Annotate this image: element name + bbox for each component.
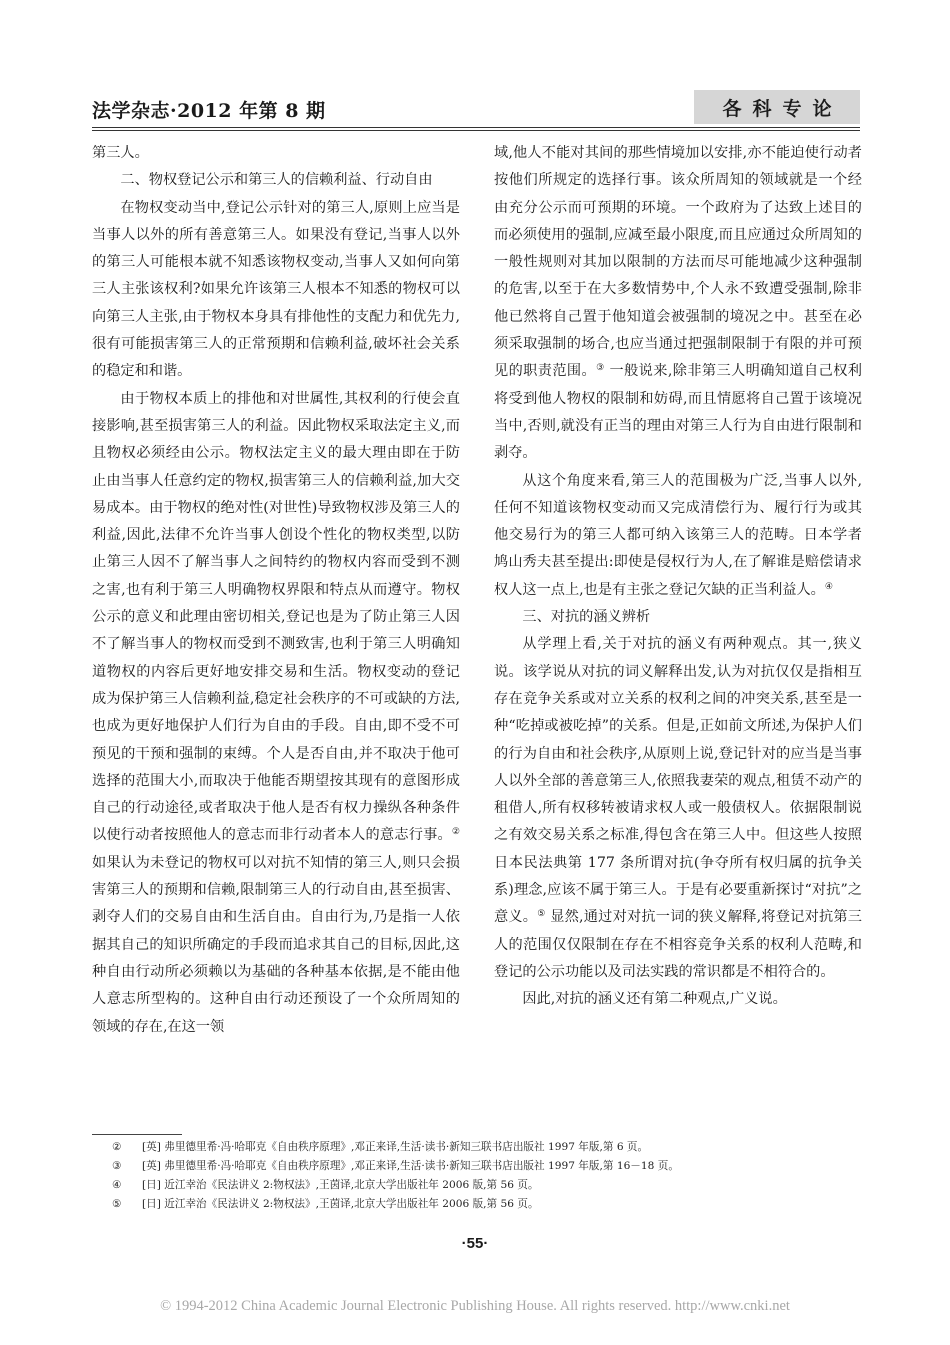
footnote-item: [112, 1176, 852, 1195]
footnote-item: [112, 1157, 852, 1176]
paragraph: [92, 386, 460, 1041]
header-rule-bottom: [92, 130, 860, 131]
copyright-notice: © 1994-2012 China Academic Journal Electronic Publishing House. All rights reserved. http://www.cnki.net: [160, 1298, 790, 1314]
footnotes: [112, 1138, 852, 1214]
footnote-ref-5[interactable]: ⑤: [537, 909, 546, 920]
footnote-ref-3[interactable]: ③: [596, 363, 605, 374]
paragraph-text: 由于物权本质上的排他和对世属性,其权利的行使会直接影响,甚至损害第三人的利益。因此物权采取法定主义,而且物权必须经由公示。物权法定主义的最大理由即在于防止由当事人任意约定的物权,损害第三人的信赖利益,加大交易成本。由于物权的绝对性(对世性)导致物权涉及第三人的利益,因此,法律不允许当事人创设个性化的物权类型,以防止第三人因不了解当事人之间特约的物权内容而受到不测之害,也有利于第三人明确物权界限和特点从而遵守。物权公示的意义和此理由密切相关,登记也是为了防止第三人因不了解当事人的物权而受到不测致害,也利于第三人明确知道物权的内容后更好地安排交易和生活。物权变动的登记成为保护第三人信赖利益,稳定社会秩序的不可或缺的方法,也成为更好地保护人们行为自由的手段。自由,即不受不可预见的干预和强制的束缚。个人是否自由,并不取决于他可选择的范围大小,而取决于他能否期望按其现有的意图形成自己的行动途径,或者取决于他人是否有权力操纵各种条件以使行动者按照他人的意志而非行动者本人的意志行事。: [92, 390, 460, 844]
footnote-number: ⑤: [112, 1198, 122, 1210]
paragraph-text: 从这个角度来看,第三人的范围极为广泛,当事人以外,任何不知道该物权变动而又完成清偿行为、履行行为或其他交易行为的第三人都可纳入该第三人的范畴。日本学者鸠山秀夫甚至提出:即使是侵权行为人,在了解谁是赔偿请求权人这一点上,也是有主张之登记欠缺的正当利益人。: [494, 472, 862, 598]
journal-title: 法学杂志·2012 年第 8 期: [92, 100, 326, 122]
header-rule-top: [92, 127, 860, 128]
paragraph-text: 一般说来,除非第三人明确知道自己权利将受到他人物权的限制和妨碍,而且情愿将自己置于该境况当中,否则,就没有正当的理由对第三人行为自由进行限制和剥夺。: [494, 363, 862, 462]
paragraph-text: 域,他人不能对其间的那些情境加以安排,亦不能迫使行动者按他们所规定的选择行事。该众所周知的领域就是一个经由充分公示而可预期的环境。一个政府为了达致上述目的而必须使用的强制,应减至最小限度,而且应通过众所周知的一般性规则对其加以限制的方法而尽可能地减少这种强制的危害,以至于在大多数情势中,个人永不致遭受强制,除非他已然将自己置于他知道会被强制的境况之中。甚至在必须采取强制的场合,也应当通过把强制限制于有限的并可预见的职责范围。: [494, 145, 862, 380]
footnote-item: [112, 1195, 852, 1214]
footnote-number: ④: [112, 1179, 122, 1191]
footnote-text: [英] 弗里德里希·冯·哈耶克《自由秩序原理》,邓正来译,生活·读书·新知三联书店出版社 1997 年版,第 6 页。: [142, 1141, 649, 1153]
footnote-text: [日] 近江幸治《民法讲义 2:物权法》,王茵译,北京大学出版社年 2006 版,第 56 页。: [142, 1198, 539, 1210]
paragraph-text: 如果认为未登记的物权可以对抗不知情的第三人,则只会损害第三人的预期和信赖,限制第三人的行动自由,甚至损害、剥夺人们的交易自由和生活自由。自由行为,乃是指一人依据其自己的知识所确定的手段而追求其自己的目标,因此,这种自由行动所必须赖以为基础的各种基本依据,是不能由他人意志所型构的。这种自由行动还预设了一个众所周知的领域的存在,在这一领: [92, 854, 460, 1035]
footnote-text: [英] 弗里德里希·冯·哈耶克《自由秩序原理》,邓正来译,生活·读书·新知三联书店出版社 1997 年版,第 16－18 页。: [142, 1160, 679, 1172]
footnote-text: [日] 近江幸治《民法讲义 2:物权法》,王茵译,北京大学出版社年 2006 版,第 56 页。: [142, 1179, 539, 1191]
footnote-rule: [92, 1134, 182, 1135]
footnote-ref-2[interactable]: ②: [451, 827, 460, 838]
paragraph: 在物权变动当中,登记公示针对的第三人,原则上应当是当事人以外的所有善意第三人。如果没有登记,当事人以外的第三人可能根本就不知悉该物权变动,当事人又如何向第三人主张该权利?如果允许该第三人根本不知悉的物权可以向第三人主张,由于物权本身具有排他性的支配力和优先力,很有可能损害第三人的正常预期和信赖利益,破坏社会关系的稳定和和谐。: [92, 199, 460, 380]
paragraph: 第三人。: [92, 145, 149, 161]
paragraph: [494, 631, 862, 986]
page-number: ·55·: [461, 1235, 489, 1252]
section-label: 各科专论: [694, 90, 860, 124]
paragraph: 因此,对抗的涵义还有第二种观点,广义说。: [522, 991, 787, 1008]
paragraph-text: 显然,通过对对抗一词的狭义解释,将登记对抗第三人的范围仅仅限制在存在不相容竞争关系的权利人范畴,和登记的公示功能以及司法实践的常识都是不相符合的。: [494, 909, 862, 980]
footnote-item: [112, 1138, 852, 1157]
paragraph: [494, 468, 862, 604]
footnote-ref-4[interactable]: ④: [824, 581, 833, 592]
footnote-number: ③: [112, 1160, 122, 1172]
paragraph: [494, 140, 862, 468]
left-column: [92, 140, 460, 1041]
paragraph-text: 从学理上看,关于对抗的涵义有两种观点。其一,狭义说。该学说从对抗的词义解释出发,认为对抗仅仅是指相互存在竞争关系或对立关系的权利之间的冲突关系,甚至是一种“吃掉或被吃掉”的关系。但是,正如前文所述,为保护人们的行为自由和社会秩序,从原则上说,登记针对的应当是当事人以外全部的善意第三人,依照我妻荣的观点,租赁不动产的租借人,所有权移转被请求权人或一般债权人。依据限制说之有效交易关系之标准,得包含在第三人中。但这些人按照日本民法典第 177 条所谓对抗(争夺所有权归属的抗争关系)理念,应该不属于第三人。于是有必要重新探讨“对抗”之意义。: [494, 636, 862, 926]
section-heading-2: 二、物权登记公示和第三人的信赖利益、行动自由: [120, 172, 433, 189]
footnote-number: ②: [112, 1141, 122, 1153]
right-column: [494, 140, 862, 1014]
section-heading-3: 三、对抗的涵义辨析: [522, 609, 651, 626]
